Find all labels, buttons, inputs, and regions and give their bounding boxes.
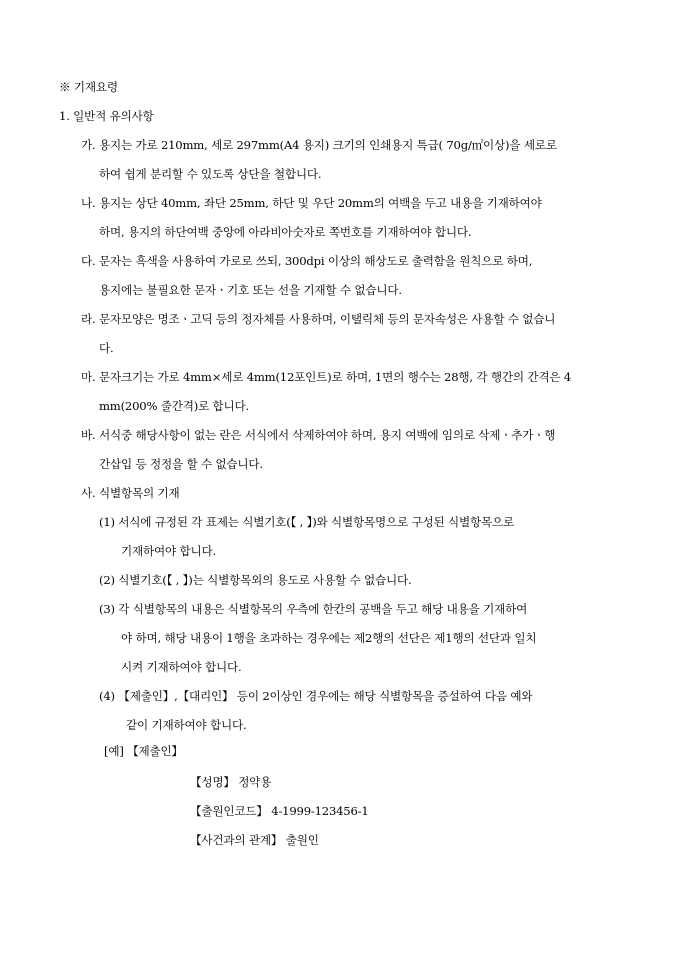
item-line: 가. 용지는 가로 210mm, 세로 297mm(A4 용지) 크기의 인쇄용지 특급( 70g/㎡이상)을 세로로 <box>81 138 557 152</box>
section-title: 1. 일반적 유의사항 <box>59 109 154 123</box>
subitem-line: (4) 【제출인】,【대리인】 등이 2이상인 경우에는 해당 식별항목을 증설하여 다음 예와 <box>99 689 533 703</box>
item-line: 라. 문자모양은 명조ㆍ고딕 등의 정자체를 사용하며, 이탤릭체 등의 문자속성은 사용할 수 없습니 <box>81 312 556 326</box>
item-line: 하며, 용지의 하단여백 중앙에 아라비아숫자로 쪽번호를 기재하여야 합니다. <box>99 225 472 239</box>
subitem-line: (2) 식별기호(【 , 】)는 식별항목외의 용도로 사용할 수 없습니다. <box>99 573 412 587</box>
item-line: 간삽입 등 정정을 할 수 없습니다. <box>99 457 263 471</box>
subitem-line: 야 하며, 해당 내용이 1행을 초과하는 경우에는 제2행의 선단은 제1행의 선단과 일치 <box>121 631 537 645</box>
example-field-name: 【성명】 정약용 <box>190 775 272 789</box>
item-line: 다. 문자는 흑색을 사용하여 가로로 쓰되, 300dpi 이상의 해상도로 출력함을 원칙으로 하며, <box>81 254 533 268</box>
document-heading: ※ 기재요령 <box>59 80 118 94</box>
subitem-line: (1) 서식에 규정된 각 표제는 식별기호(【 , 】)와 식별항목명으로 구성된 식별항목으로 <box>99 515 514 529</box>
example-label: [예] 【제출인】 <box>104 744 183 758</box>
subitem-line: 같이 기재하여야 합니다. <box>126 718 247 732</box>
subitem-line: 시켜 기재하여야 합니다. <box>121 660 242 674</box>
subitem-line: 기재하여야 합니다. <box>121 544 216 558</box>
subitem-line: (3) 각 식별항목의 내용은 식별항목의 우측에 한칸의 공백을 두고 해당 내용을 기재하여 <box>99 602 528 616</box>
example-field-relation: 【사건과의 관계】 출원인 <box>190 833 319 847</box>
item-title: 사. 식별항목의 기재 <box>81 486 180 500</box>
item-line: 다. <box>99 341 114 355</box>
item-line: 하여 쉽게 분리할 수 있도록 상단을 철합니다. <box>99 167 322 181</box>
item-line: mm(200% 줄간격)로 합니다. <box>99 399 250 413</box>
item-line: 나. 용지는 상단 40mm, 좌단 25mm, 하단 및 우단 20mm의 여백을 두고 내용을 기재하여야 <box>81 196 542 210</box>
item-line: 용지에는 불필요한 문자ㆍ기호 또는 선을 기재할 수 없습니다. <box>99 283 402 297</box>
item-line: 바. 서식중 해당사항이 없는 란은 서식에서 삭제하여야 하며, 용지 여백에 임의로 삭제ㆍ추가ㆍ행 <box>81 428 556 442</box>
example-field-code: 【출원인코드】 4-1999-123456-1 <box>190 804 369 818</box>
item-line: 마. 문자크기는 가로 4mm×세로 4mm(12포인트)로 하며, 1면의 행수는 28행, 각 행간의 간격은 4 <box>81 370 572 384</box>
